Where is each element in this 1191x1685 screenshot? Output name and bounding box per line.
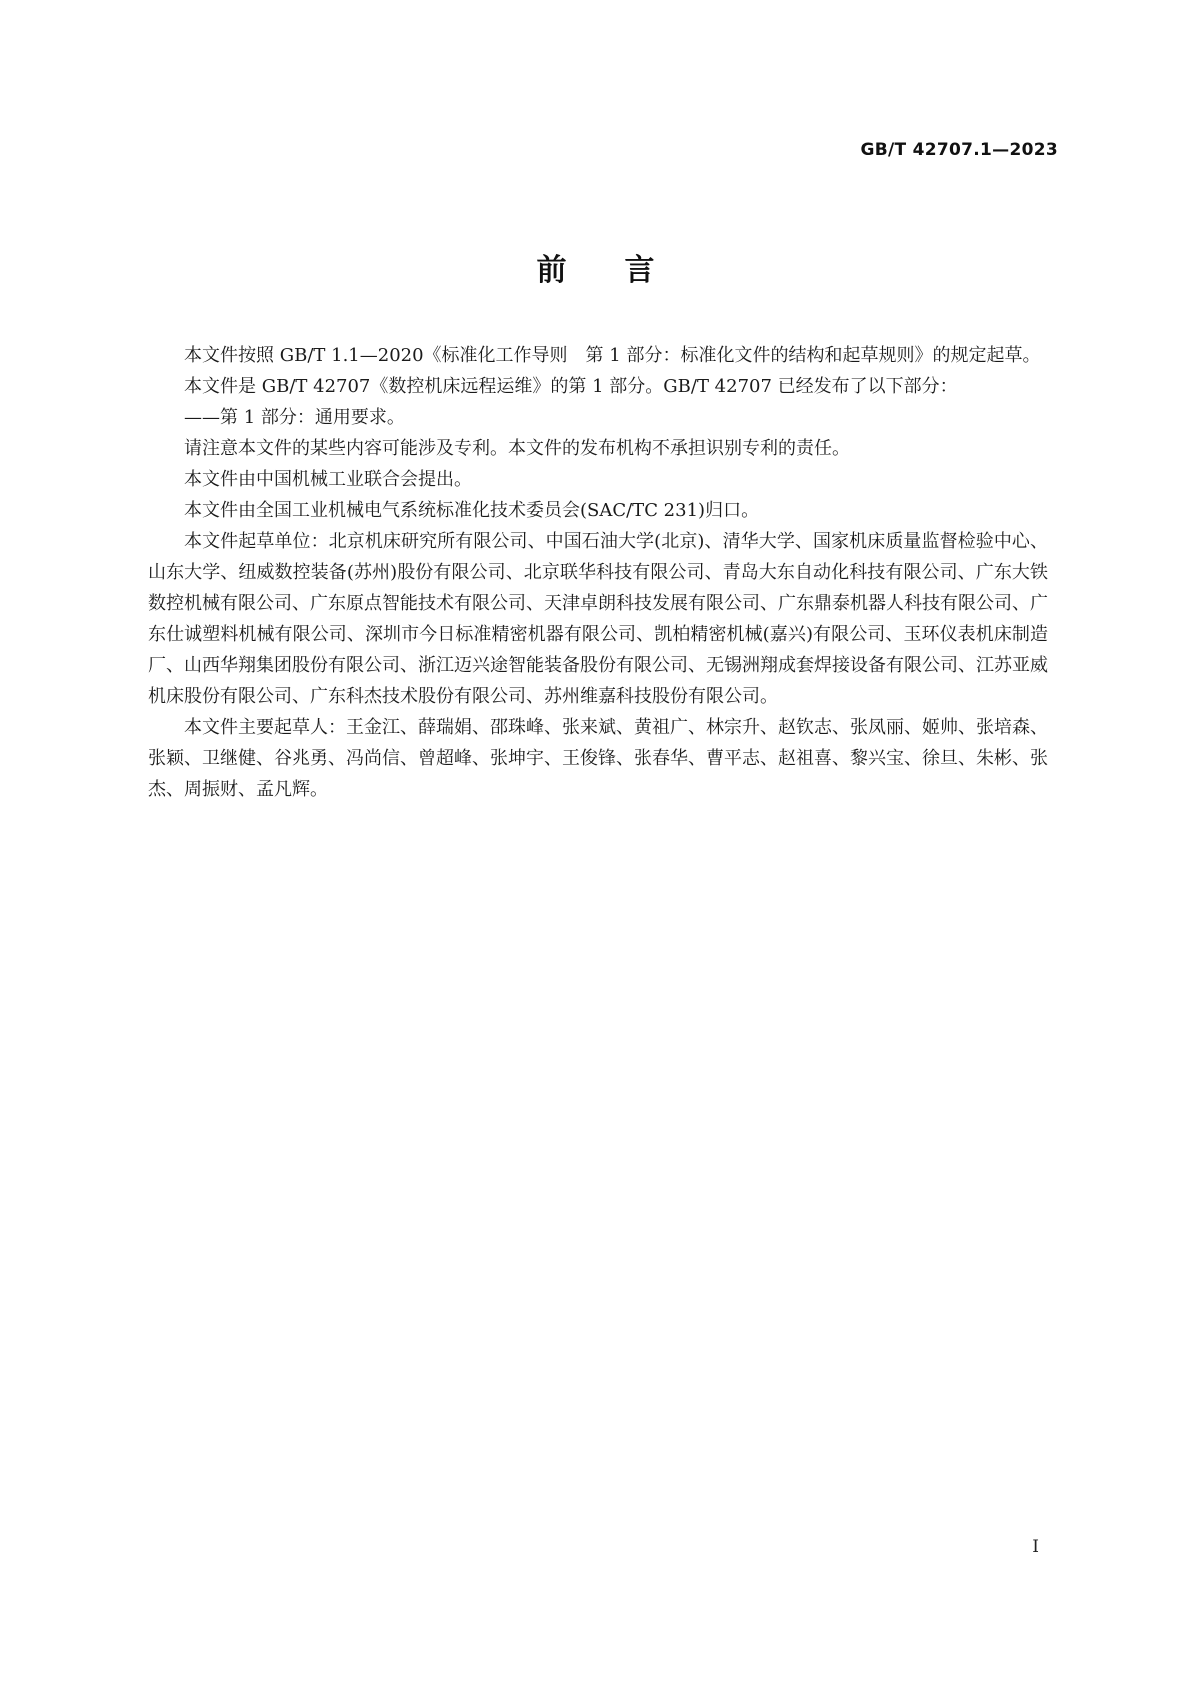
standard-number: GB/T 42707.1—2023 [860,140,1058,160]
paragraph-parts-intro: 本文件是 GB/T 42707《数控机床远程运维》的第 1 部分。GB/T 42707 已经发布了以下部分： [184,376,958,397]
paragraph-proposed-by: 本文件由中国机械工业联合会提出。 [184,469,472,490]
paragraph-administered-by: 本文件由全国工业机械电气系统标准化技术委员会(SAC/TC 231)归口。 [184,500,760,521]
paragraph-drafting-rules: 本文件按照 GB/T 1.1—2020《标准化工作导则 第 1 部分：标准化文件的结构和起草规则》的规定起草。 [184,345,1041,366]
paragraph-patent-notice: 请注意本文件的某些内容可能涉及专利。本文件的发布机构不承担识别专利的责任。 [184,438,850,459]
page-title: 前言 [536,253,713,288]
page-number: I [1032,1537,1039,1557]
body-text [148,340,1048,805]
paragraph-drafting-units: 本文件起草单位：北京机床研究所有限公司、中国石油大学(北京)、清华大学、国家机床质量监督检验中心、山东大学、纽威数控装备(苏州)股份有限公司、北京联华科技有限公司、青岛大东自动化科技有限公司、广东大铁数控机械有限公司、广东原点智能技术有限公司、天津卓朗科技发展有限公司、广东鼎泰机器人科技有限公司、广东仕诚塑料机械有限公司、深圳市今日标准精密机器有限公司、凯柏精密机械(嘉兴)有限公司、玉环仪表机床制造厂、山西华翔集团股份有限公司、浙江迈兴途智能装备股份有限公司、无锡洲翔成套焊接设备有限公司、江苏亚威机床股份有限公司、广东科杰技术股份有限公司、苏州维嘉科技股份有限公司。 [148,531,1048,707]
list-item-part-1: ——第 1 部分：通用要求。 [184,407,405,428]
paragraph-drafters: 本文件主要起草人：王金江、薛瑞娟、邵珠峰、张来斌、黄祖广、林宗升、赵钦志、张凤丽、姬帅、张培森、张颖、卫继健、谷兆勇、冯尚信、曾超峰、张坤宇、王俊锋、张春华、曹平志、赵祖喜、黎兴宝、徐旦、朱彬、张杰、周振财、孟凡辉。 [148,717,1048,800]
